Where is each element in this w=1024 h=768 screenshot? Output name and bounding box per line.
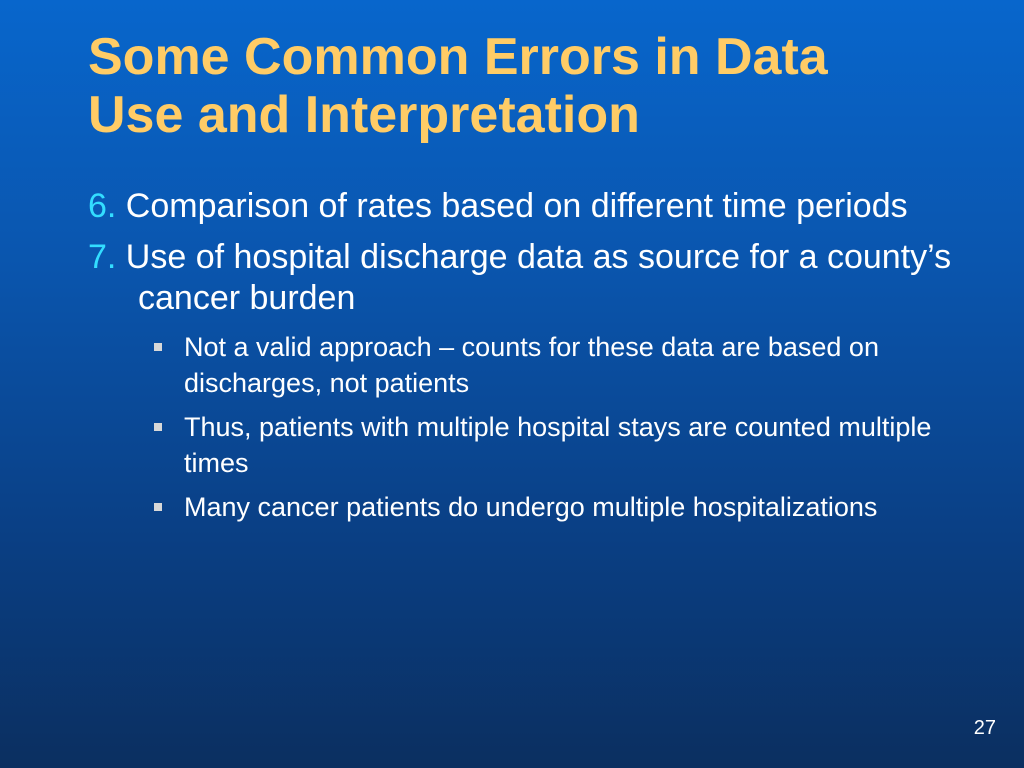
item-text: Comparison of rates based on different time periods: [116, 187, 908, 225]
sub-bullet-item: [88, 329, 968, 401]
sub-bullet-item: [88, 409, 968, 481]
square-bullet-icon: [154, 503, 162, 511]
list-item-6: [88, 186, 968, 227]
slide-title-line-1: Some Common Errors in Data: [88, 28, 828, 86]
slide-title-line-2: Use and Interpretation: [88, 86, 640, 144]
item-text: Use of hospital discharge data as source for a county’s cancer burden: [116, 238, 952, 317]
sub-bullet-text: Not a valid approach – counts for these data are based on discharges, not patients: [184, 332, 879, 398]
square-bullet-icon: [154, 423, 162, 431]
square-bullet-icon: [154, 343, 162, 351]
list-item-7: [88, 237, 968, 319]
page-number: 27: [973, 717, 996, 739]
item-number: 7.: [88, 238, 117, 276]
sub-bullet-text: Many cancer patients do undergo multiple hospitalizations: [184, 492, 878, 522]
numbered-list: [88, 186, 968, 533]
sub-bullet-item: [88, 489, 968, 525]
sub-bullet-text: Thus, patients with multiple hospital stays are counted multiple times: [184, 412, 932, 478]
sub-bullet-list: [88, 329, 968, 525]
slide-title: [88, 28, 968, 144]
item-number: 6.: [88, 187, 117, 225]
